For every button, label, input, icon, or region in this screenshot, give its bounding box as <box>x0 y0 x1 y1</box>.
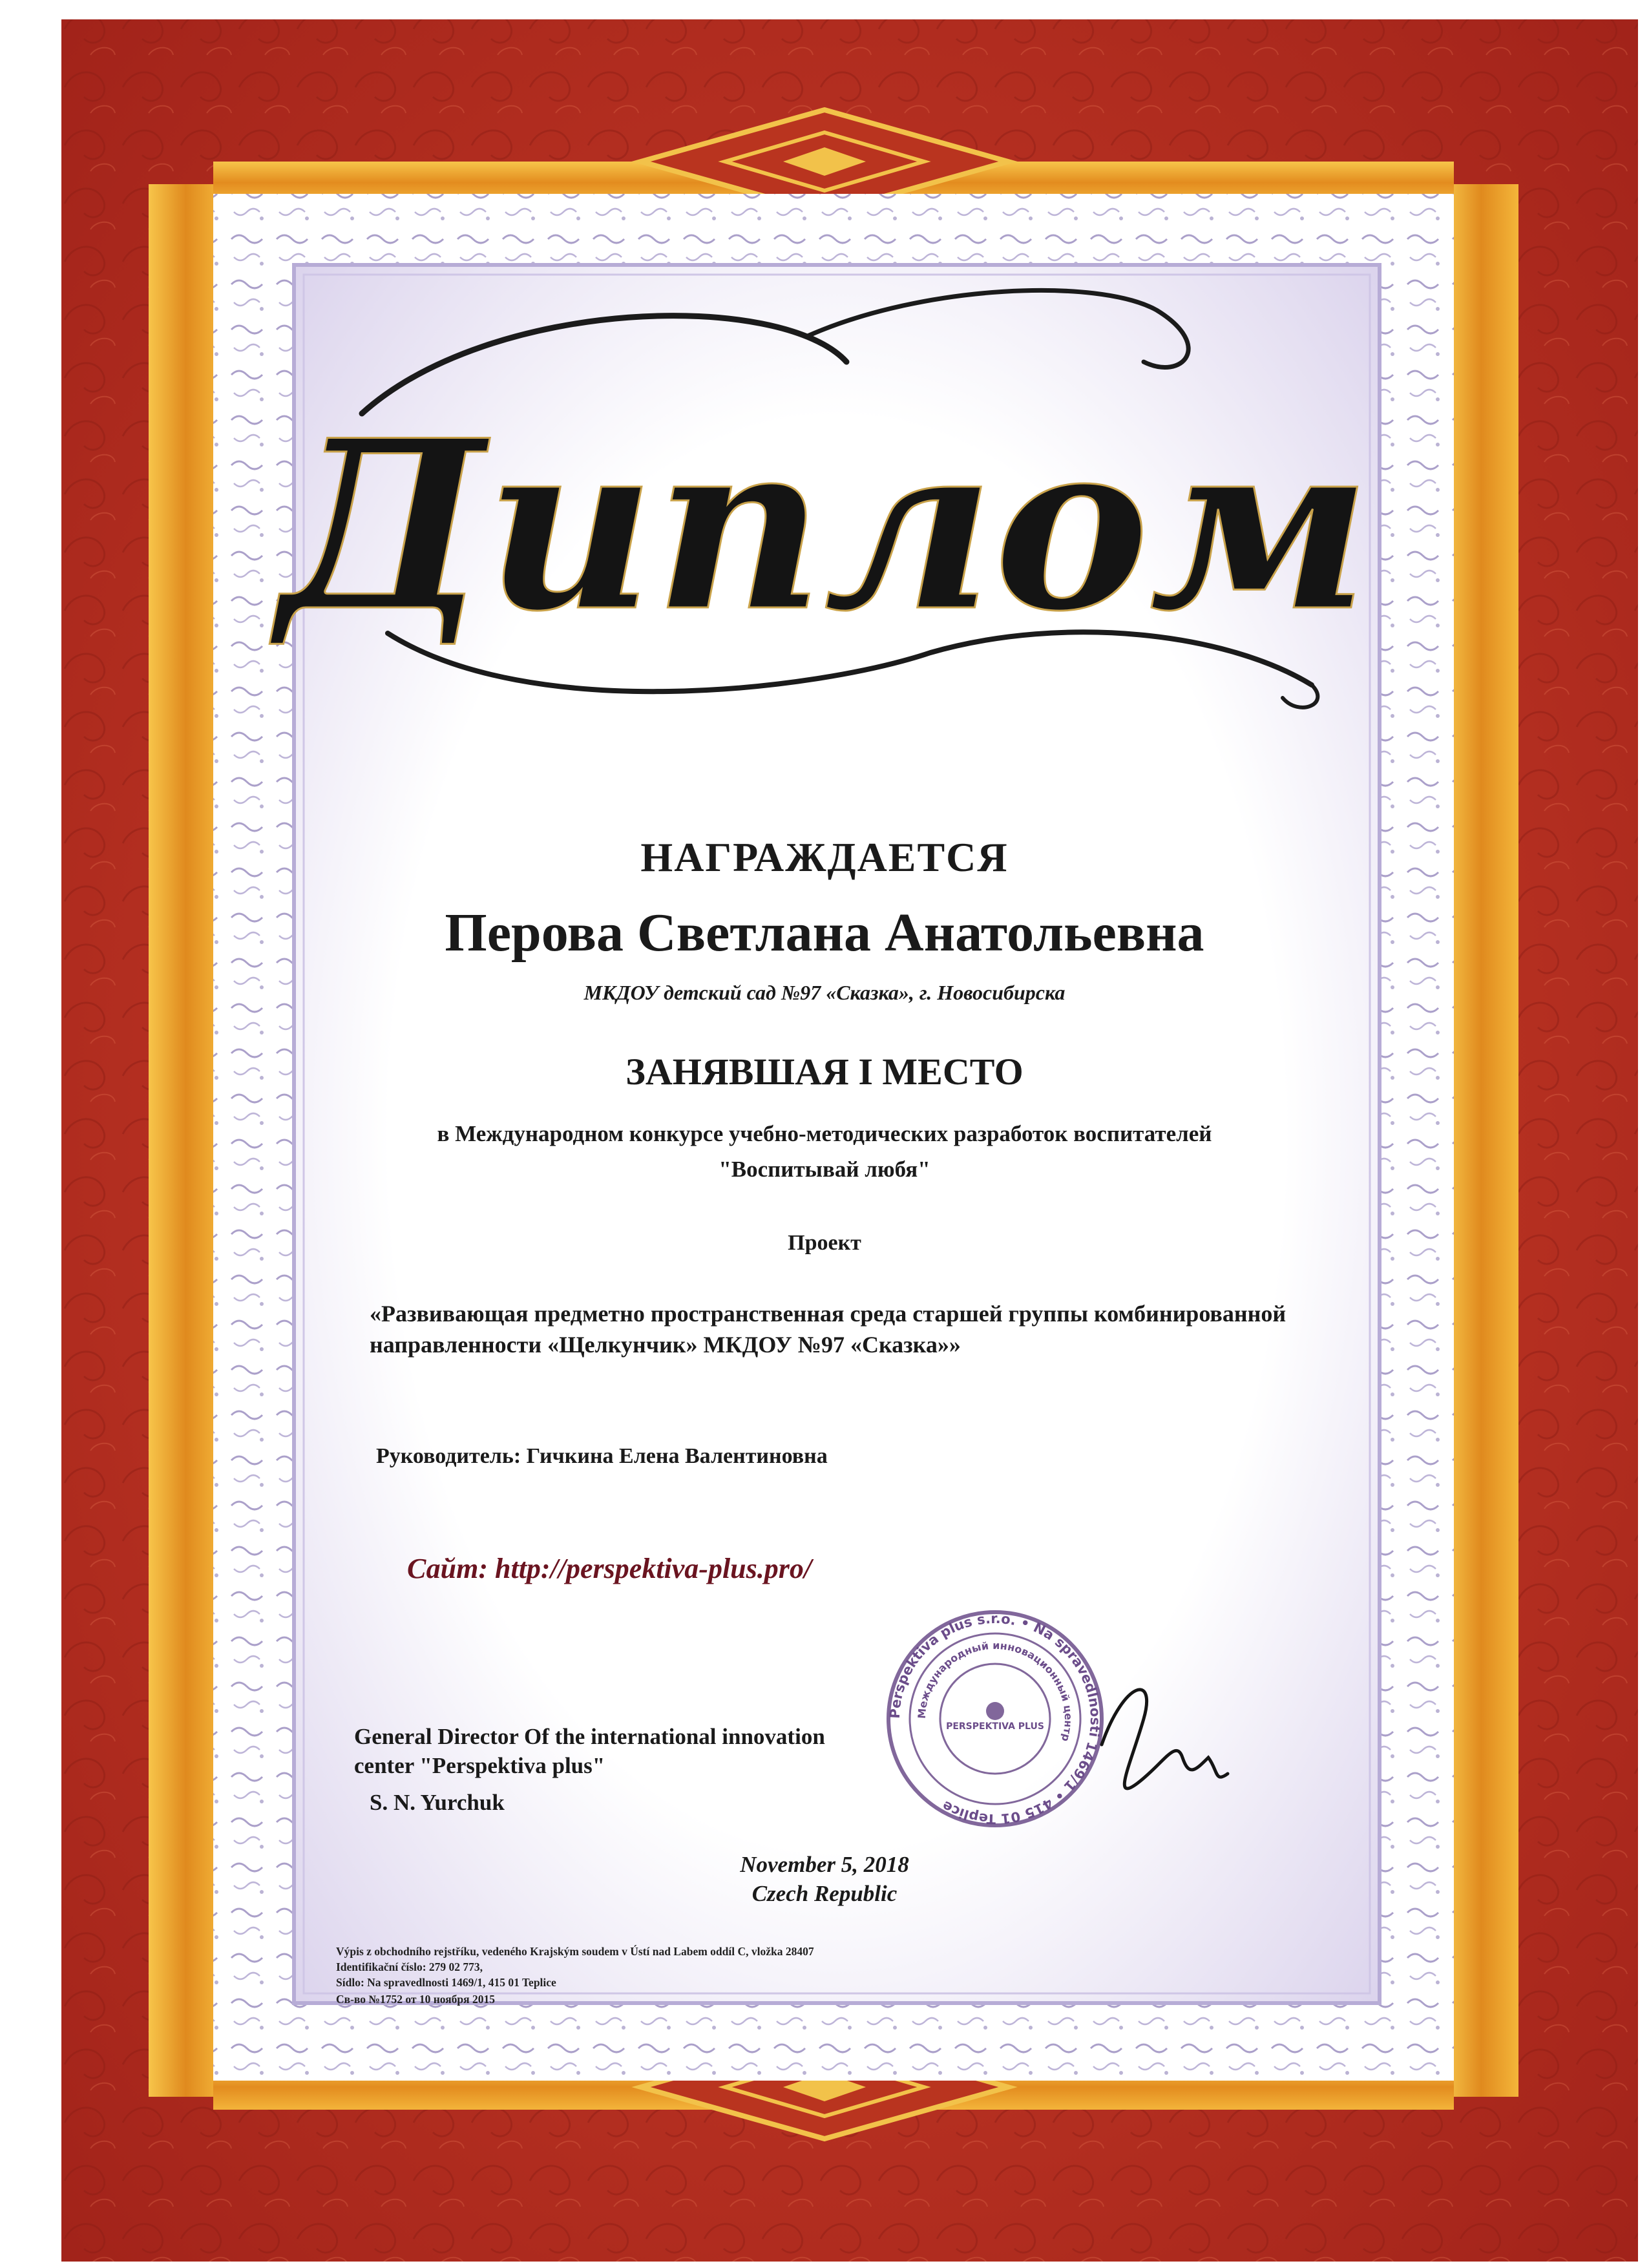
issue-country: Czech Republic <box>751 1881 898 1906</box>
project-title-line-2: направленности «Щелкунчик» МКДОУ №97 «Сказка»» <box>370 1332 961 1358</box>
stamp-center-text: PERSPEKTIVA PLUS <box>946 1721 1044 1732</box>
website-link[interactable]: Сайт: http://perspektiva-plus.pro/ <box>407 1553 812 1584</box>
diploma-title: Диплом <box>278 389 1371 662</box>
project-title-line-1: «Развивающая предметно пространственная среда старшей группы комбинированной <box>370 1301 1287 1327</box>
stamp-outer-text: Perspektiva plus s.r.o. • Na spravedlnosti 1469/1 • 415 01 Teplice <box>887 1610 1104 1827</box>
competition-line-2: "Воспитывай любя" <box>719 1157 930 1182</box>
project-label: Проект <box>788 1231 861 1255</box>
issue-date: November 5, 2018 <box>740 1852 909 1877</box>
registry-line-4: Св-во №1752 от 10 ноября 2015 <box>336 1993 495 2006</box>
stamp-lettering <box>879 1602 1111 1835</box>
supervisor-line: Руководитель: Гичкина Елена Валентиновна <box>376 1444 828 1468</box>
director-title-line-1: General Director Of the international innovation <box>354 1724 825 1749</box>
director-name: S. N. Yurchuk <box>370 1790 505 1815</box>
registry-line-3: Sídlo: Na spravedlnosti 1469/1, 415 01 Teplice <box>336 1976 556 1989</box>
recipient-organization: МКДОУ детский сад №97 «Сказка», г. Новосибирска <box>583 981 1066 1004</box>
registry-line-2: Identifikační číslo: 279 02 773, <box>336 1960 483 1973</box>
place-heading: ЗАНЯВШАЯ I МЕСТО <box>625 1051 1024 1093</box>
competition-line-1: в Международном конкурсе учебно-методических разработок воспитателей <box>437 1121 1212 1146</box>
awarded-heading: НАГРАЖДАЕТСЯ <box>640 834 1009 880</box>
registry-line-1: Výpis z obchodního rejstříku, vedeného Krajským soudem v Ústí nad Labem oddíl C, vložka 28407 <box>336 1945 814 1958</box>
director-title-line-2: center "Perspektiva plus" <box>354 1753 605 1778</box>
recipient-name: Перова Светлана Анатольевна <box>445 903 1204 963</box>
stamp-inner-text: Международный инновационный центр <box>915 1639 1075 1743</box>
